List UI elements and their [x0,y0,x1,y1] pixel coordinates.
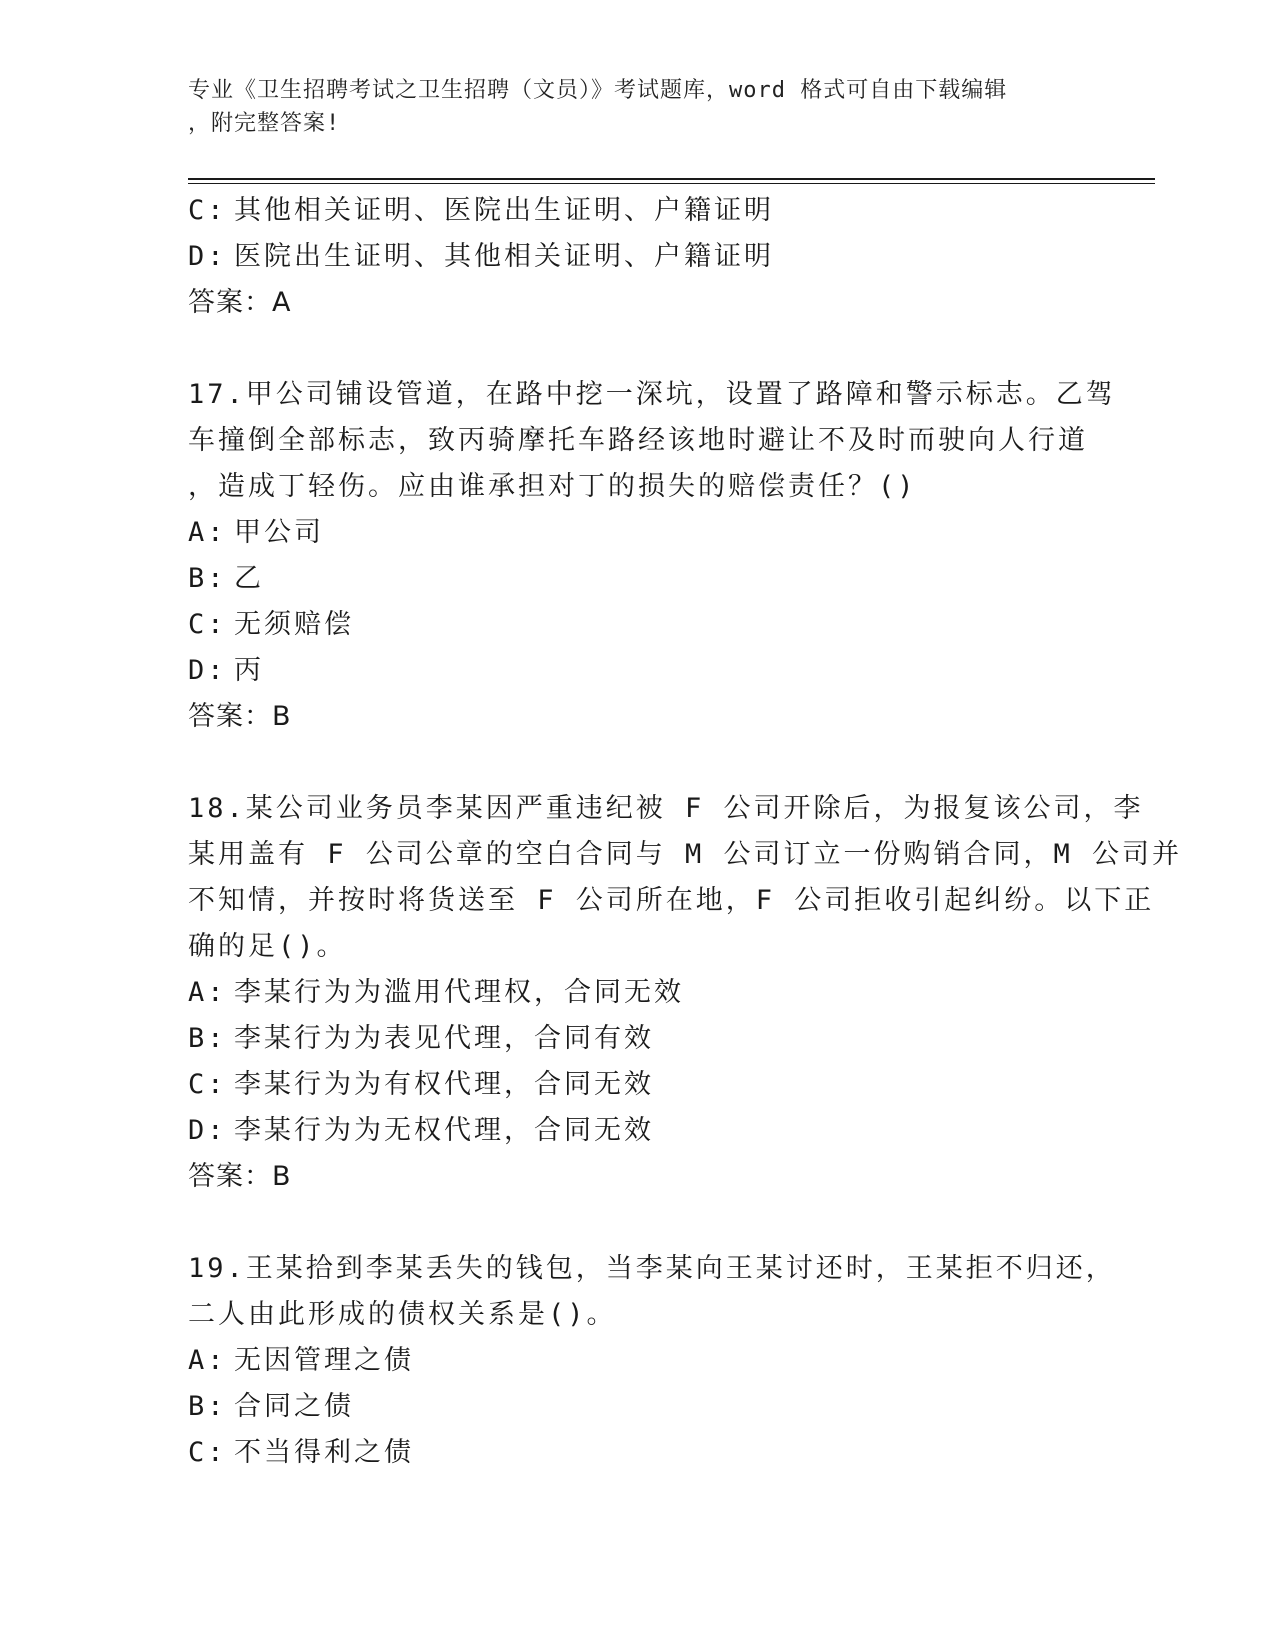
question-text-line: 19.王某拾到李某丢失的钱包，当李某向王某讨还时，王某拒不归还， [188,1253,1116,1284]
option-item [188,648,1088,694]
option-item [188,1108,1088,1154]
question-text-line: 某用盖有 F 公司公章的空白合同与 M 公司订立一份购销合同，M 公司并 [188,839,1183,870]
option-text: 李某行为为有权代理，合同无效 [234,1069,654,1100]
option-item [188,234,1088,280]
spacer [188,1200,1088,1246]
spacer [188,740,1088,786]
option-label: C: [188,609,227,640]
option-item [188,510,1088,556]
option-label: D: [188,655,227,686]
question-text-line: 车撞倒全部标志，致丙骑摩托车路经该地时避让不及时而驶向人行道 [188,425,1088,456]
option-label: B: [188,1391,227,1422]
option-text: 李某行为为滥用代理权，合同无效 [234,977,684,1008]
option-item [188,1384,1088,1430]
option-item [188,188,1088,234]
document-header [188,74,1088,140]
option-item [188,1338,1088,1384]
option-label: C: [188,1437,227,1468]
header-rule-thin [188,183,1155,184]
option-label: A: [188,517,227,548]
option-item [188,1062,1088,1108]
question-text-line: 确的足()。 [188,931,347,962]
document-body [188,188,1183,1476]
option-text: 乙 [234,563,264,594]
answer-line: 答案：B [188,701,292,732]
question-text-line: 不知情，并按时将货送至 F 公司所在地，F 公司拒收引起纠纷。以下正 [188,885,1155,916]
option-text: 丙 [234,655,264,686]
header-rule-thick [188,178,1155,180]
question-text-line: 二人由此形成的债权关系是()。 [188,1299,617,1330]
option-text: 不当得利之债 [234,1437,414,1468]
question-text-line: 17.甲公司铺设管道，在路中挖一深坑，设置了路障和警示标志。乙驾 [188,379,1116,410]
option-label: A: [188,977,227,1008]
option-item [188,1430,1088,1476]
question-text-line: ，造成丁轻伤。应由谁承担对丁的损失的赔偿责任？() [188,471,917,502]
answer-line: 答案：A [188,287,292,318]
option-label: D: [188,241,227,272]
option-text: 医院出生证明、其他相关证明、户籍证明 [234,241,774,272]
option-item [188,556,1088,602]
option-item [188,970,1088,1016]
option-label: C: [188,195,227,226]
option-label: A: [188,1345,227,1376]
option-item [188,1016,1088,1062]
question-text-line: 18.某公司业务员李某因严重违纪被 F 公司开除后，为报复该公司，李 [188,793,1144,824]
option-label: B: [188,563,227,594]
spacer [188,326,1088,372]
option-text: 无因管理之债 [234,1345,414,1376]
option-label: B: [188,1023,227,1054]
option-text: 李某行为为表见代理，合同有效 [234,1023,654,1054]
option-text: 其他相关证明、医院出生证明、户籍证明 [234,195,774,226]
answer-line: 答案：B [188,1161,292,1192]
header-line-1: 专业《卫生招聘考试之卫生招聘（文员）》考试题库，word 格式可自由下载编辑 [188,78,1008,103]
header-line-2: ，附完整答案! [188,111,341,136]
option-text: 合同之债 [234,1391,354,1422]
option-item [188,602,1088,648]
option-text: 无须赔偿 [234,609,354,640]
option-label: D: [188,1115,227,1146]
option-label: C: [188,1069,227,1100]
option-text: 甲公司 [234,517,324,548]
option-text: 李某行为为无权代理，合同无效 [234,1115,654,1146]
